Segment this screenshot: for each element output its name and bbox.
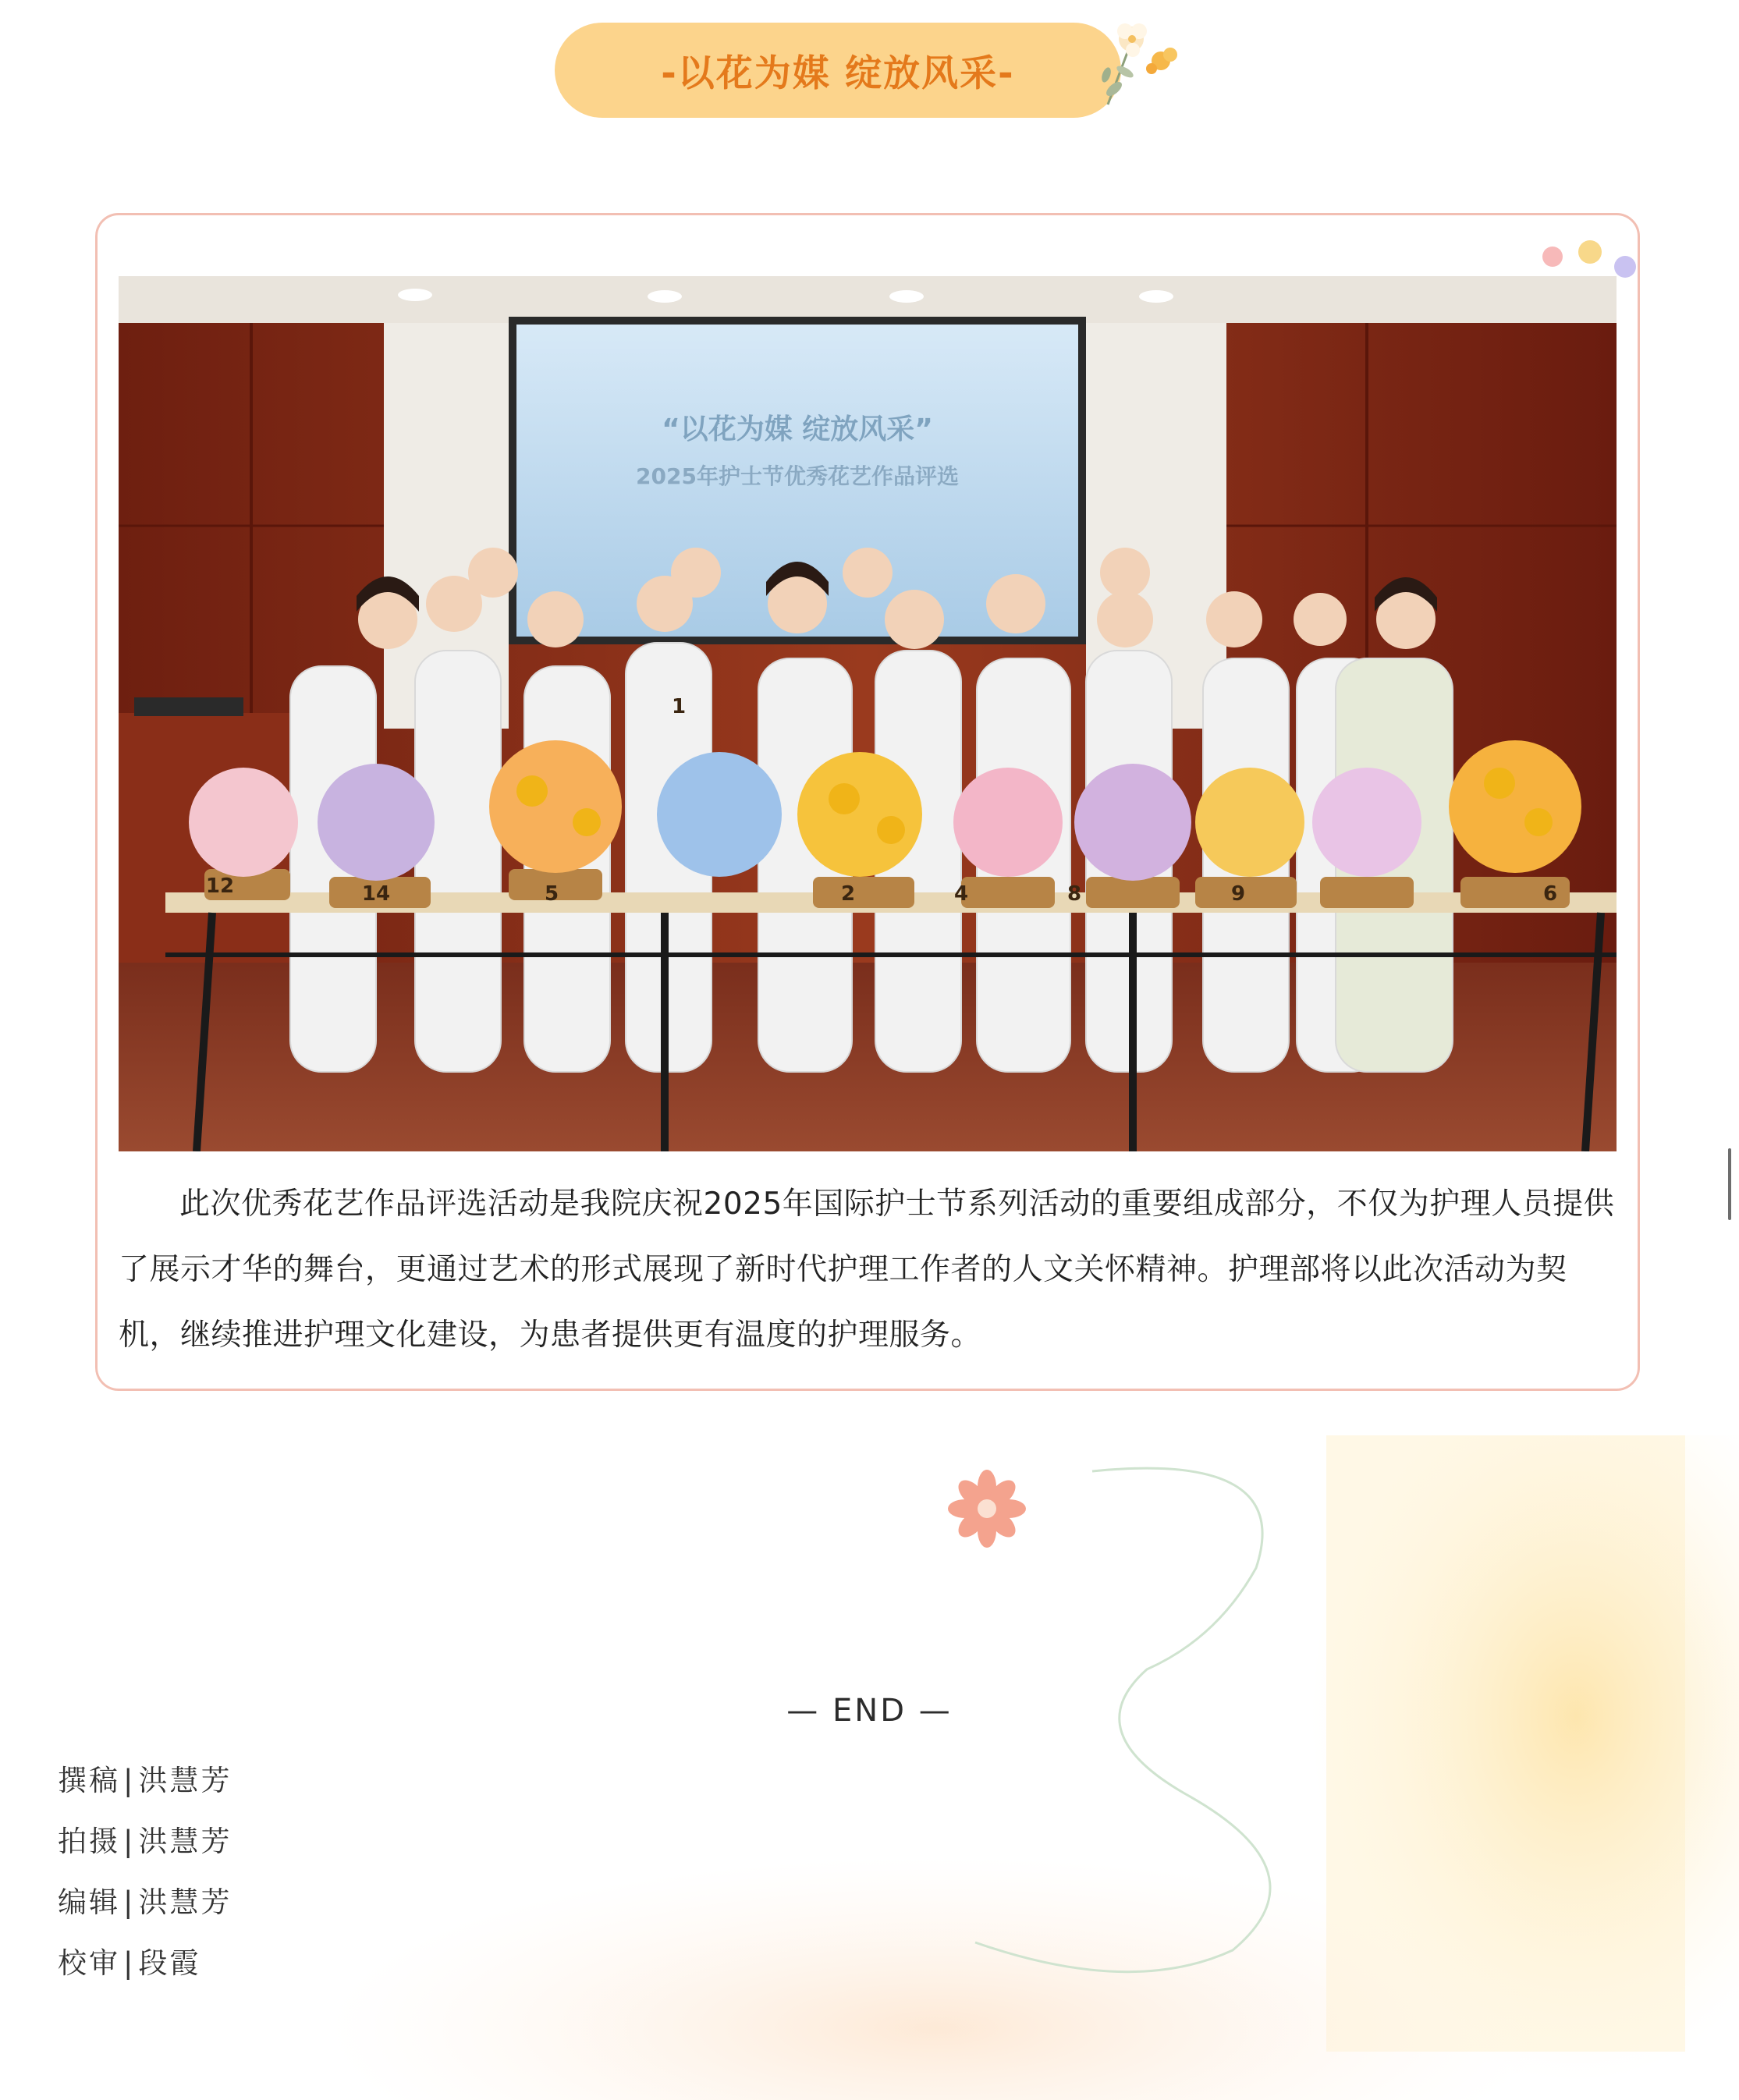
scrollbar-thumb[interactable]: [1728, 1148, 1731, 1220]
credit-reviewer: 校审 | 段霞: [58, 1946, 201, 1980]
basket-number: 2: [840, 882, 856, 906]
basket-number: 1: [671, 695, 687, 718]
article-paragraph: 此次优秀花艺作品评选活动是我院庆祝2025年国际护士节系列活动的重要组成部分，不仅为护理人员提供了展示才华的舞台，更通过艺术的形式展现了新时代护理工作者的人文关怀精神。护理部将以此次活动为契机，继续推进护理文化建设，为患者提供更有温度的护理服务。: [119, 1187, 1615, 1353]
end-marker: — END —: [786, 1693, 953, 1729]
dot-pink-icon: [1542, 247, 1563, 267]
basket-number: 6: [1542, 882, 1558, 906]
credits-list: [58, 1751, 232, 1994]
basket-number: 4: [953, 882, 969, 906]
section-title: -以花为媒 绽放风采-: [661, 51, 1015, 95]
footer-decoration: [0, 1435, 1739, 2100]
basket-number: 12: [205, 874, 235, 898]
screen-title: “以花为媒 绽放风采”: [662, 413, 933, 445]
event-group-photo: [119, 276, 1617, 1151]
credit-editor: 编辑 | 洪慧芳: [58, 1885, 232, 1919]
basket-number: 14: [361, 882, 391, 906]
dot-lilac-icon: [1614, 256, 1636, 278]
basket-number: 9: [1230, 882, 1246, 906]
screen-subtitle: 2025年护士节优秀花艺作品评选: [636, 463, 959, 489]
pink-flower-icon: [948, 1470, 1026, 1548]
basket-number: 8: [1066, 882, 1082, 906]
credit-photographer: 拍摄 | 洪慧芳: [58, 1825, 232, 1858]
flower-sprig-icon: [1077, 11, 1186, 112]
basket-number: 5: [544, 882, 559, 906]
dot-yellow-icon: [1578, 240, 1602, 264]
section-title-pill: [555, 23, 1121, 118]
credit-writer: 撰稿 | 洪慧芳: [58, 1764, 232, 1797]
